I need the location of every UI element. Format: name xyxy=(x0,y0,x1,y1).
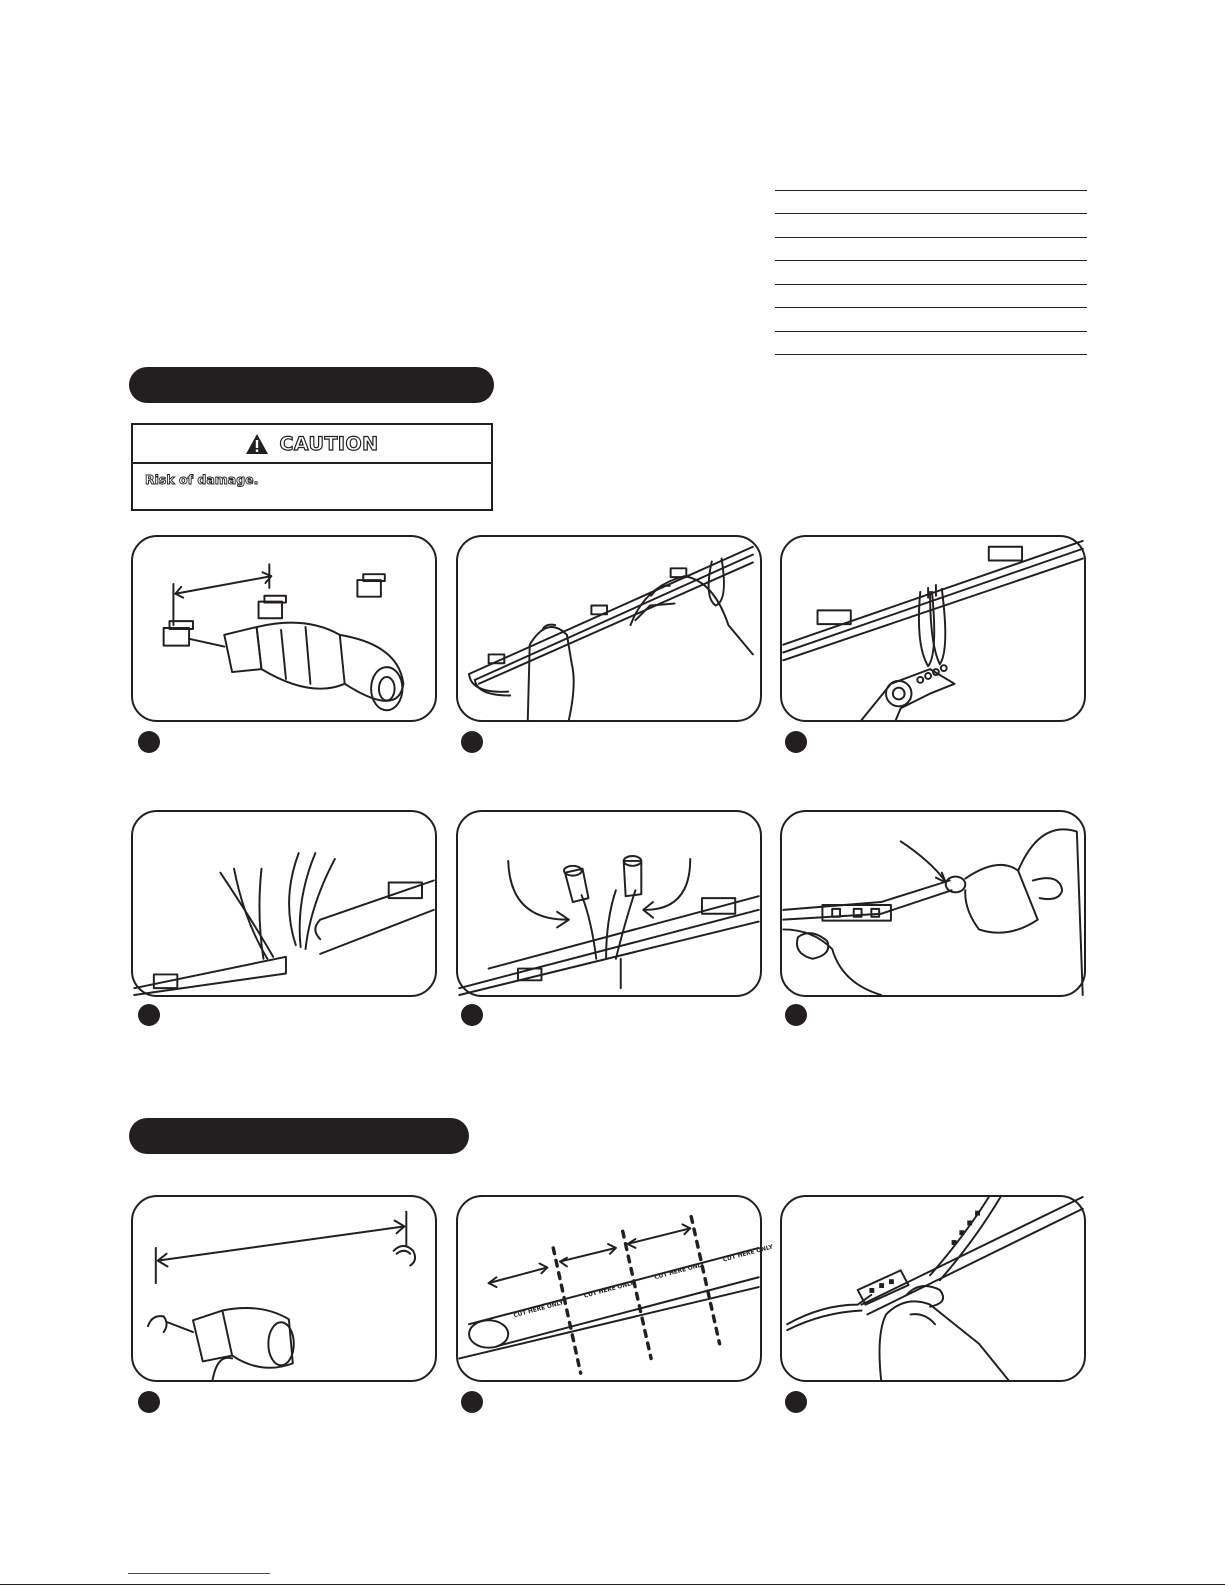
step-illustration-insert-strip xyxy=(456,535,762,722)
step-marker-icon xyxy=(785,1391,807,1413)
cut-mark-label: CUT HERE ONLY xyxy=(513,1300,565,1320)
step-illustration-strip-wires xyxy=(131,810,437,997)
warning-triangle-icon xyxy=(245,433,269,455)
caution-header xyxy=(133,425,491,464)
spec-table-rule xyxy=(775,307,1087,308)
step-illustration-seal-end xyxy=(780,810,1086,997)
spec-table-rule xyxy=(775,354,1087,355)
step-marker-icon xyxy=(138,731,160,753)
step-illustration-cut-wire xyxy=(780,535,1086,722)
step-illustration-cut-marks xyxy=(456,1195,774,1382)
step-marker-icon xyxy=(785,1004,807,1026)
spec-table-rule xyxy=(775,260,1087,261)
step-marker-icon xyxy=(138,1391,160,1413)
step-marker-icon xyxy=(461,1391,483,1413)
section-header-bar xyxy=(129,1118,469,1154)
spec-table-rule xyxy=(775,237,1087,238)
step-illustration-press-strip xyxy=(780,1195,1086,1382)
spec-table-rule xyxy=(775,331,1087,332)
spec-table-rule xyxy=(775,190,1087,191)
caution-box xyxy=(131,423,493,511)
caution-title: CAUTION xyxy=(279,432,379,455)
step-marker-icon xyxy=(138,1004,160,1026)
step-illustration-mount-clips xyxy=(131,1195,437,1382)
step-marker-icon xyxy=(785,731,807,753)
step-marker-icon xyxy=(461,1004,483,1026)
cut-mark-label: CUT HERE ONLY xyxy=(722,1244,774,1264)
spec-table-rule xyxy=(775,213,1087,214)
step-illustration-drill-clips xyxy=(131,535,437,722)
caution-message: Risk of damage. xyxy=(145,472,259,487)
footer-link-underline[interactable] xyxy=(128,1573,270,1574)
cut-mark-label: CUT HERE ONLY xyxy=(583,1280,635,1300)
cut-mark-label: CUT HERE ONLY xyxy=(653,1262,706,1282)
step-illustration-wire-connectors xyxy=(456,810,762,997)
spec-table-rule xyxy=(775,284,1087,285)
step-marker-icon xyxy=(461,731,483,753)
section-header-bar xyxy=(129,367,494,403)
